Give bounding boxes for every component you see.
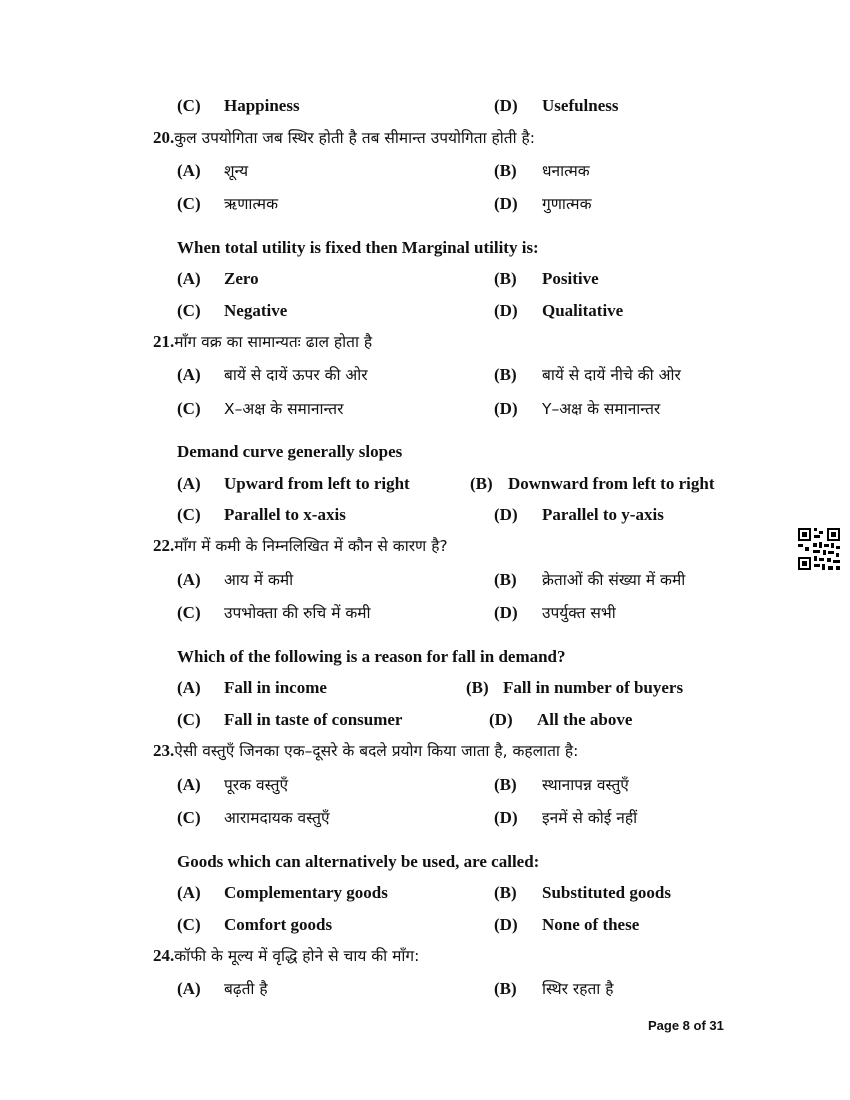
option-label: (A) bbox=[177, 365, 201, 384]
question-text-hindi: माँग में कमी के निम्नलिखित में कौन से कारण है? bbox=[174, 537, 448, 555]
option-label: (C) bbox=[177, 194, 201, 213]
option-label: (B) bbox=[494, 161, 517, 180]
option-text: बायें से दायें ऊपर की ओर bbox=[224, 366, 368, 384]
option-label: (C) bbox=[177, 915, 201, 934]
option-label: (A) bbox=[177, 570, 201, 589]
option-label: (A) bbox=[177, 883, 201, 902]
option-label: (B) bbox=[494, 979, 517, 998]
q20-hindi-question bbox=[153, 128, 535, 148]
question-number: 24. bbox=[153, 946, 175, 965]
page-number-footer: Page 8 of 31 bbox=[648, 1018, 724, 1033]
option-text: Substituted goods bbox=[542, 883, 671, 902]
option-label: (B) bbox=[494, 775, 517, 794]
option-text: Negative bbox=[224, 301, 288, 320]
option-text: बायें से दायें नीचे की ओर bbox=[542, 366, 681, 384]
option-label: (C) bbox=[177, 505, 201, 524]
option-label: (A) bbox=[177, 161, 201, 180]
question-number: 23. bbox=[153, 741, 175, 760]
option-label: (D) bbox=[489, 710, 513, 729]
option-label: (A) bbox=[177, 269, 201, 288]
option-text: उपभोक्ता की रुचि में कमी bbox=[224, 604, 371, 622]
option-label: (A) bbox=[177, 678, 201, 697]
option-label: (B) bbox=[470, 474, 493, 493]
option-text: स्थानापन्न वस्तुएँ bbox=[542, 776, 629, 794]
option-text: Downward from left to right bbox=[508, 474, 715, 493]
option-text: Positive bbox=[542, 269, 599, 288]
option-label: (D) bbox=[494, 399, 518, 418]
question-text-hindi: ऐसी वस्तुएँ जिनका एक–दूसरे के बदले प्रयोग किया जाता है, कहलाता है: bbox=[174, 742, 579, 760]
q22-hindi-question bbox=[153, 536, 448, 556]
option-label: (C) bbox=[177, 301, 201, 320]
option-label: (D) bbox=[494, 194, 518, 213]
option-label: (C) bbox=[177, 808, 201, 827]
option-text: Qualitative bbox=[542, 301, 624, 320]
option-text: बढ़ती है bbox=[224, 980, 268, 998]
option-text: Fall in taste of consumer bbox=[224, 710, 403, 729]
q21-english-question: Demand curve generally slopes bbox=[177, 442, 403, 461]
question-number: 21. bbox=[153, 332, 175, 351]
q20-english-question: When total utility is fixed then Marginal utility is: bbox=[177, 238, 539, 257]
option-label: (C) bbox=[177, 96, 201, 115]
question-text-hindi: कॉफी के मूल्य में वृद्धि होने से चाय की माँग: bbox=[174, 947, 420, 965]
option-text: Parallel to x-axis bbox=[224, 505, 346, 524]
option-label: (B) bbox=[466, 678, 489, 697]
option-label: (B) bbox=[494, 269, 517, 288]
option-text: X–अक्ष के समानान्तर bbox=[224, 400, 344, 418]
option-label: (D) bbox=[494, 96, 518, 115]
option-label: (C) bbox=[177, 710, 201, 729]
option-text: Usefulness bbox=[542, 96, 619, 115]
option-text: All the above bbox=[537, 710, 633, 729]
question-text-hindi: कुल उपयोगिता जब स्थिर होती है तब सीमान्त उपयोगिता होती है: bbox=[174, 129, 535, 147]
option-text: ऋणात्मक bbox=[224, 195, 278, 213]
option-label: (A) bbox=[177, 979, 201, 998]
option-label: (A) bbox=[177, 474, 201, 493]
option-label: (D) bbox=[494, 505, 518, 524]
option-text: धनात्मक bbox=[542, 162, 590, 180]
option-label: (A) bbox=[177, 775, 201, 794]
question-number: 22. bbox=[153, 536, 175, 555]
option-text: Zero bbox=[224, 269, 259, 288]
option-text: Fall in number of buyers bbox=[503, 678, 684, 697]
option-label: (B) bbox=[494, 883, 517, 902]
option-text: उपर्युक्त सभी bbox=[542, 604, 616, 622]
q24-hindi-question bbox=[153, 946, 419, 966]
question-text-hindi: माँग वक्र का सामान्यतः ढाल होता है bbox=[174, 333, 373, 351]
option-text: आरामदायक वस्तुएँ bbox=[224, 809, 330, 827]
option-text: शून्य bbox=[224, 162, 249, 180]
option-label: (B) bbox=[494, 365, 517, 384]
option-text: गुणात्मक bbox=[542, 195, 592, 213]
option-text: पूरक वस्तुएँ bbox=[224, 776, 289, 794]
option-label: (B) bbox=[494, 570, 517, 589]
option-text: Happiness bbox=[224, 96, 300, 115]
option-label: (D) bbox=[494, 603, 518, 622]
q22-english-question: Which of the following is a reason for fall in demand? bbox=[177, 647, 566, 666]
question-number: 20. bbox=[153, 128, 175, 147]
option-label: (C) bbox=[177, 603, 201, 622]
q21-hindi-question bbox=[153, 332, 372, 352]
option-text: इनमें से कोई नहीं bbox=[542, 809, 638, 827]
option-text: Upward from left to right bbox=[224, 474, 410, 493]
option-label: (D) bbox=[494, 301, 518, 320]
option-text: Y–अक्ष के समानान्तर bbox=[542, 400, 661, 418]
option-text: आय में कमी bbox=[224, 571, 294, 589]
q23-hindi-question bbox=[153, 741, 578, 761]
option-text: Complementary goods bbox=[224, 883, 388, 902]
option-text: None of these bbox=[542, 915, 640, 934]
option-label: (D) bbox=[494, 808, 518, 827]
option-label: (D) bbox=[494, 915, 518, 934]
option-text: क्रेताओं की संख्या में कमी bbox=[542, 571, 686, 589]
qr-code-icon bbox=[798, 528, 840, 570]
option-text: Parallel to y-axis bbox=[542, 505, 664, 524]
q23-english-question: Goods which can alternatively be used, are called: bbox=[177, 852, 540, 871]
option-text: स्थिर रहता है bbox=[542, 980, 614, 998]
option-label: (C) bbox=[177, 399, 201, 418]
option-text: Fall in income bbox=[224, 678, 327, 697]
option-text: Comfort goods bbox=[224, 915, 333, 934]
